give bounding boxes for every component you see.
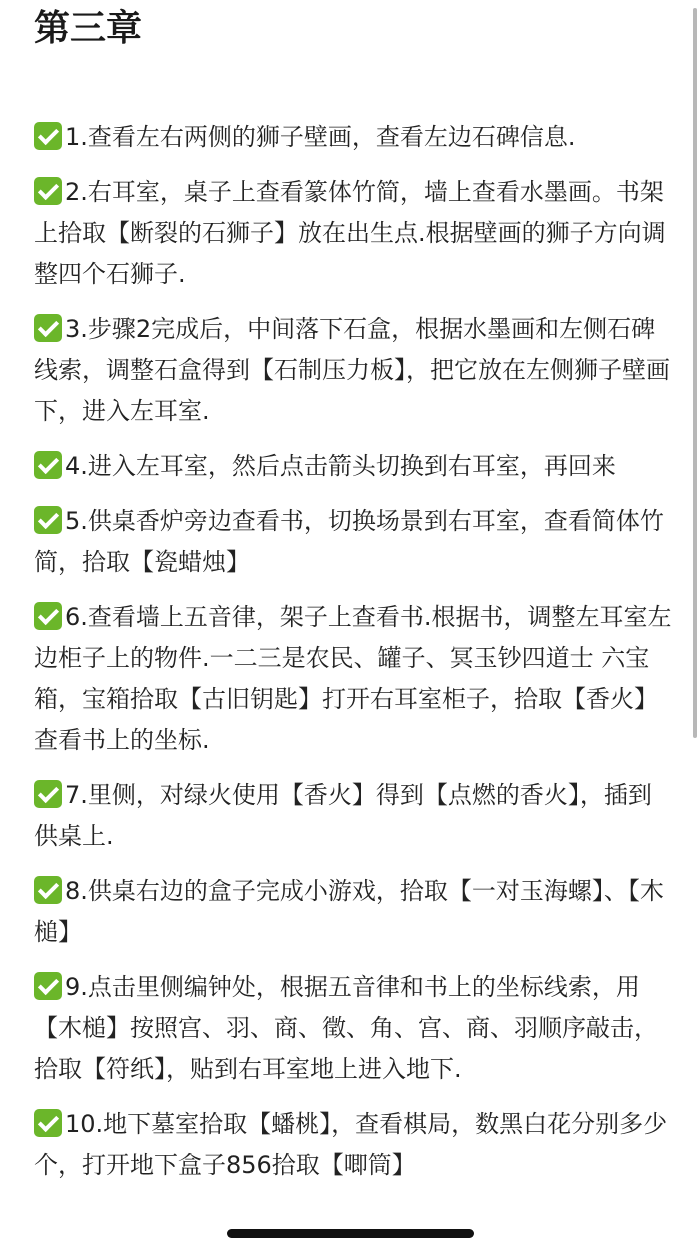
home-indicator[interactable] [227, 1229, 474, 1238]
step-text: 8.供桌右边的盒子完成小游戏，拾取【一对玉海螺】、【木槌】 [34, 877, 664, 946]
step-item [34, 597, 674, 761]
check-mark-icon [34, 314, 62, 342]
check-mark-icon [34, 506, 62, 534]
check-mark-icon [34, 780, 62, 808]
step-item [34, 1104, 674, 1186]
step-item [34, 117, 674, 158]
step-item [34, 446, 674, 487]
step-text: 7.里侧，对绿火使用【香火】得到【点燃的香火】，插到供桌上. [34, 781, 652, 850]
chapter-title: 第三章 [34, 8, 143, 49]
step-item [34, 172, 674, 295]
step-text: 9.点击里侧编钟处，根据五音律和书上的坐标线索，用【木槌】按照宫、羽、商、徵、角、宫、商、羽顺序敲击，拾取【符纸】，贴到右耳室地上进入地下. [34, 973, 658, 1083]
step-item [34, 309, 674, 432]
check-mark-icon [34, 122, 62, 150]
step-text: 2.右耳室，桌子上查看篆体竹简，墙上查看水墨画。书架上拾取【断裂的石狮子】放在出生点.根据壁画的狮子方向调整四个石狮子. [34, 178, 666, 288]
step-text: 10.地下墓室拾取【蟠桃】，查看棋局，数黑白花分别多少个，打开地下盒子856拾取【唧筒】 [34, 1110, 668, 1179]
step-text: 3.步骤2完成后，中间落下石盒，根据水墨画和左侧石碑线索，调整石盒得到【石制压力板】，把它放在左侧狮子壁画下，进入左耳室. [34, 315, 670, 425]
check-mark-icon [34, 602, 62, 630]
step-text: 1.查看左右两侧的狮子壁画，查看左边石碑信息. [65, 123, 576, 151]
check-mark-icon [34, 1109, 62, 1137]
step-text: 4.进入左耳室，然后点击箭头切换到右耳室，再回来 [65, 452, 616, 480]
step-text: 6.查看墙上五音律，架子上查看书.根据书，调整左耳室左边柜子上的物件.一二三是农民、罐子、冥玉钞四道士 六宝箱，宝箱拾取【古旧钥匙】打开右耳室柜子，拾取【香火】查看书上的坐标. [34, 603, 672, 754]
check-mark-icon [34, 177, 62, 205]
step-item [34, 775, 674, 857]
step-list [34, 117, 674, 1200]
check-mark-icon [34, 876, 62, 904]
check-mark-icon [34, 972, 62, 1000]
step-item [34, 871, 674, 953]
scrollbar[interactable] [693, 8, 697, 738]
step-item [34, 501, 674, 583]
step-text: 5.供桌香炉旁边查看书，切换场景到右耳室，查看简体竹简，拾取【瓷蜡烛】 [34, 507, 664, 576]
check-mark-icon [34, 451, 62, 479]
step-item [34, 967, 674, 1090]
